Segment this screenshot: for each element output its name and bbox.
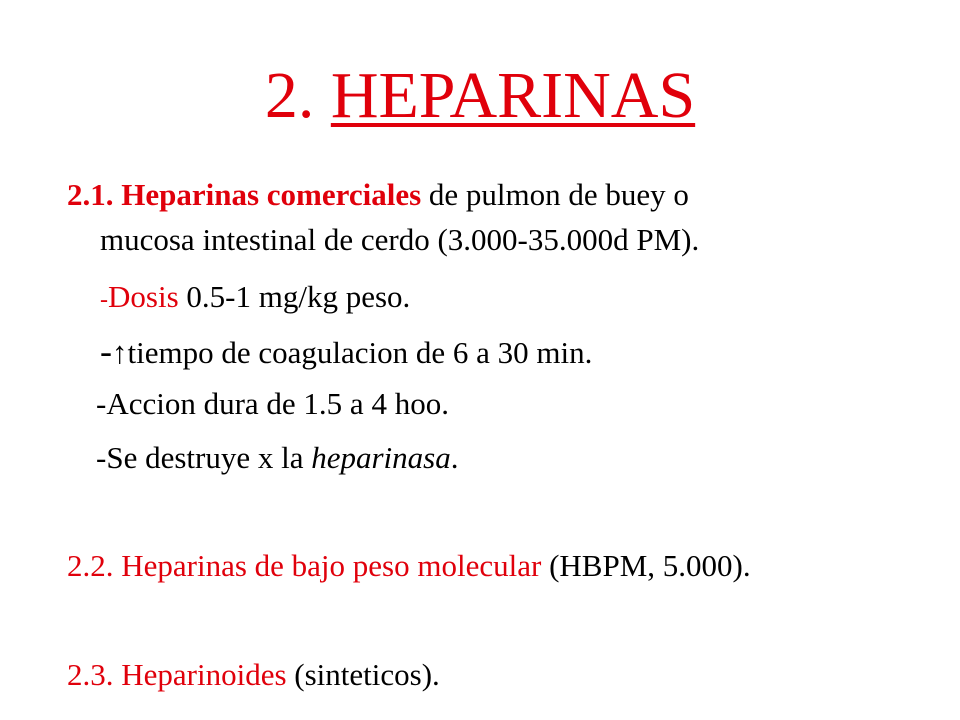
section-3-line — [67, 657, 440, 693]
bullet-coagulation-text: tiempo de coagulacion de 6 a 30 min. — [127, 335, 593, 370]
bullet-dosis-dash: - — [100, 287, 108, 313]
bullet-heparinasa-end: . — [450, 440, 459, 475]
title-number: 2. — [264, 59, 315, 132]
bullet-coagulation — [100, 333, 592, 371]
section-3-title: 2.3. Heparinoides — [67, 657, 287, 692]
bullet-heparinasa — [96, 440, 458, 476]
section-2-title: 2.2. Heparinas de bajo peso molecular — [67, 548, 542, 583]
bullet-dosis — [100, 279, 410, 318]
section-2-rest: (HBPM, 5.000). — [541, 548, 751, 583]
section-1-text-a: de pulmon de buey o — [428, 177, 689, 212]
section-2-line — [67, 548, 751, 584]
section-1-heading: Heparinas comerciales — [121, 177, 422, 212]
bullet-heparinasa-italic: heparinasa — [311, 440, 451, 475]
section-1-text-b: mucosa intestinal de cerdo (3.000-35.000d PM). — [100, 222, 700, 257]
bullet-coagulation-dash: - — [100, 331, 112, 371]
title-word: HEPARINAS — [330, 59, 696, 132]
section-1-number: 2.1. — [67, 177, 114, 212]
bullet-accion: -Accion dura de 1.5 a 4 hoo. — [96, 386, 449, 421]
bullet-dosis-label: Dosis — [108, 279, 179, 314]
slide-title — [0, 56, 960, 136]
bullet-dosis-text: 0.5-1 mg/kg peso. — [178, 279, 411, 314]
arrow-up-icon: ↑ — [112, 335, 128, 370]
bullet-heparinasa-text: -Se destruye x la — [96, 440, 312, 475]
section-1-heading-line — [67, 177, 689, 213]
section-3-rest: (sinteticos). — [286, 657, 440, 692]
